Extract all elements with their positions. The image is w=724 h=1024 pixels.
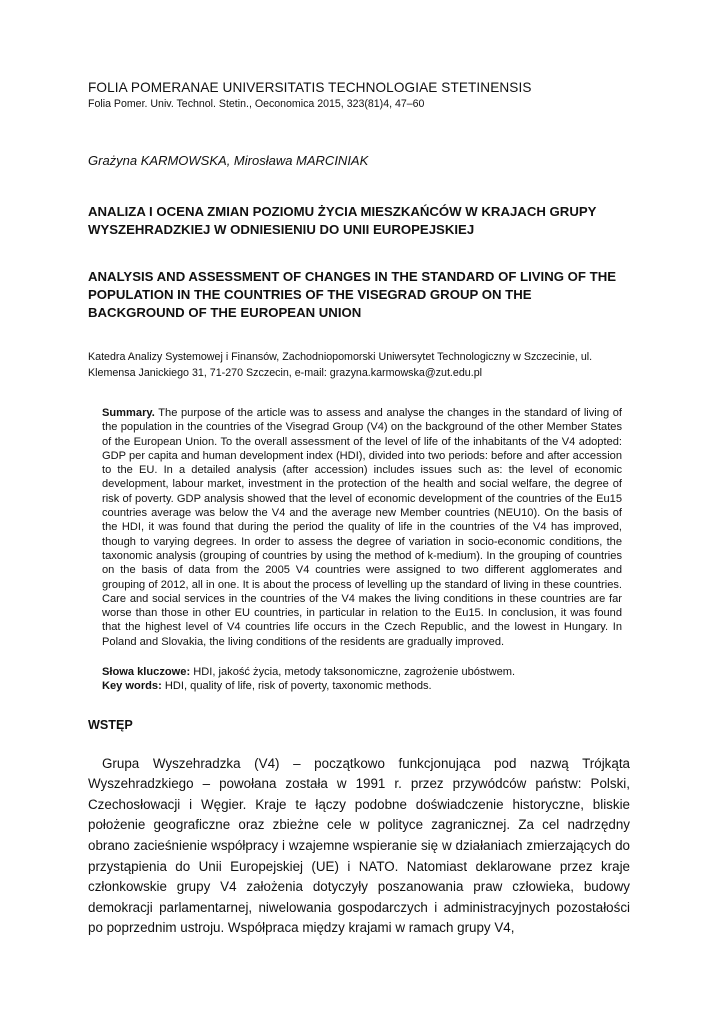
intro-paragraph: Grupa Wyszehradzka (V4) – początkowo funkcjonująca pod nazwą Trójkąta Wyszehradzkiego – powołana została w 1991 r. przez przywódców państw: Polski, Czechosłowacji i Węgier. Kraje te łączy podobne doświadczenie historyczne, bliskie położenie geograficzne oraz zbieżne cele w polityce zagranicznej. Za cel nadrzędny obrano zacieśnienie współpracy i wzajemne wspieranie się w działaniach zmierzających do przystąpienia do Unii Europejskiej (UE) i NATO. Natomiast deklarowane przez kraje członkowskie grupy V4 założenia dotyczyły poszanowania praw człowieka, budowy demokracji parlamentarnej, niwelowania gospodarczych i administracyjnych pozostałości po poprzednim ustroju. Współpraca między krajami w ramach grupy V4, (88, 755, 630, 936)
section-heading: WSTĘP (88, 717, 133, 732)
summary-label: Summary. (102, 407, 155, 419)
journal-citation: Folia Pomer. Univ. Technol. Stetin., Oeconomica 2015, 323(81)4, 47–60 (88, 98, 425, 110)
keywords-polish-text: HDI, jakość życia, metody taksonomiczne, zagrożenie ubóstwem. (190, 666, 516, 679)
keywords-english (102, 679, 630, 693)
summary-text: The purpose of the article was to assess and analyse the changes in the standard of living of the population in the countries of the Visegrad Group (V4) on the background of the other Member States of the European Union. To the overall assessment of the level of life of the inhabitants of the V4 adopted: GDP per capita and human development index (HDI), divided into two periods: before and after accession to the EU. In a detailed analysis (after accession) includes issues such as: the level of economic development, labour market, investment in the protection of the health and social welfare, the degree of risk of poverty. GDP analysis showed that the level of economic development of the countries of the Eu15 countries average was below the V4 and the average new Member countries (NEU10). On the basis of the HDI, it was found that during the period the quality of life in the countries of the V4 has improved, though to varying degrees. In order to assess the degree of variation in socio-economic conditions, the taxonomic analysis (grouping of countries by using the method of k-medium). In the grouping of countries on the basis of data from the 2005 V4 countries were assigned to two different agglomerates and grouping of 2012, all in one. It is about the process of levelling up the standard of living in these countries. Care and social services in the countries of the V4 makes the living conditions in these countries are far worse than those in other EU countries, in particular in relation to the Eu15. In conclusion, it was found that the highest level of V4 countries life occurs in the Czech Republic, and the lowest in Hungary. In Poland and Slovakia, the living conditions of the residents are gradually improved. (102, 407, 622, 648)
title-polish: ANALIZA I OCENA ZMIAN POZIOMU ŻYCIA MIESZKAŃCÓW W KRAJACH GRUPY WYSZEHRADZKIEJ W ODNIESIENIU DO UNII EUROPEJSKIEJ (88, 204, 597, 237)
author-list: Grażyna KARMOWSKA, Mirosława MARCINIAK (88, 153, 369, 168)
keywords-block (102, 665, 630, 694)
keywords-polish (102, 665, 630, 679)
keywords-polish-label: Słowa kluczowe: (102, 666, 191, 679)
keywords-english-label: Key words: (102, 680, 162, 693)
author-affiliation: Katedra Analizy Systemowej i Finansów, Zachodniopomorski Uniwersytet Technologiczny w Szczecinie, ul. Klemensa Janickiego 31, 71-270 Szczecin, e-mail: grazyna.karmowska@zut.edu.pl (88, 351, 593, 379)
paper-page (88, 80, 630, 939)
journal-name: FOLIA POMERANAE UNIVERSITATIS TECHNOLOGIAE STETINENSIS (88, 80, 532, 95)
keywords-english-text: HDI, quality of life, risk of poverty, taxonomic methods. (161, 680, 432, 693)
title-english: ANALYSIS AND ASSESSMENT OF CHANGES IN THE STANDARD OF LIVING OF THE POPULATION IN THE COUNTRIES OF THE VISEGRAD GROUP ON THE BACKGROUND OF THE EUROPEAN UNION (88, 269, 617, 320)
summary-block (102, 406, 622, 649)
